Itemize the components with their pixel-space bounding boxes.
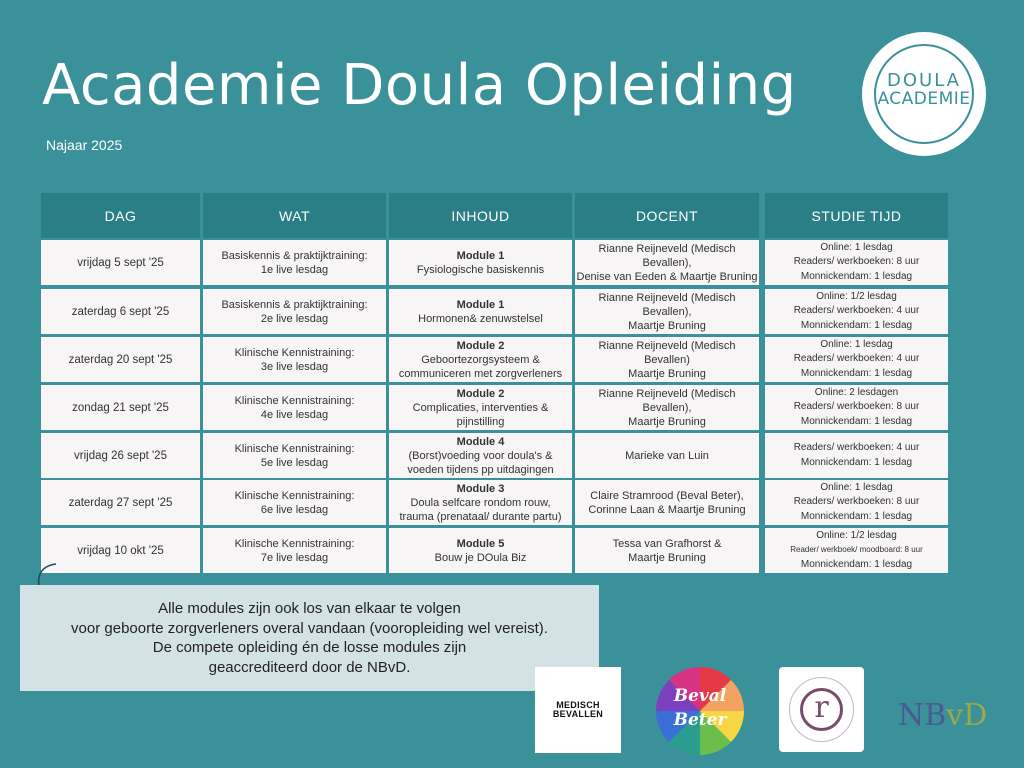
cell-docent: [575, 433, 759, 478]
docent-line: Rianne Reijneveld (Medisch Bevallen),: [598, 291, 736, 318]
cell-inhoud: [389, 337, 572, 382]
cell-docent: [575, 240, 759, 285]
cell-dag: [41, 289, 200, 334]
cell-docent: [575, 385, 759, 430]
wat-line: 6e live lesdag: [260, 503, 329, 516]
module-label: Module 3: [456, 482, 505, 495]
tijd-line: Reader/ werkboek/ moodboard: 8 uur: [790, 545, 923, 555]
tijd-line: Readers/ werkboeken: 8 uur: [793, 256, 920, 268]
column-header-docent: DOCENT: [575, 193, 759, 238]
inhoud-line: Bouw je DOula Biz: [434, 551, 527, 564]
beval-line: Beval: [673, 686, 727, 706]
wat-line: 2e live lesdag: [260, 312, 329, 325]
logo-line-2: ACADEMIE: [877, 88, 971, 109]
tijd-line: Readers/ werkboeken: 8 uur: [793, 496, 920, 508]
cell-wat: [203, 385, 386, 430]
note-line: voor geboorte zorgverleners overal vandaan (vooropleiding wel vereist).: [71, 619, 548, 637]
tijd-line: Readers/ werkboeken: 4 uur: [793, 305, 920, 317]
docent-line: Maartje Bruning: [628, 367, 706, 380]
docent-line: Denise van Eeden & Maartje Bruning: [576, 270, 758, 283]
inhoud-line: voeden tijdens pp uitdagingen: [407, 463, 554, 476]
wat-line: Klinische Kennistraining:: [234, 537, 355, 550]
tijd-line: Online: 1/2 lesdag: [816, 290, 897, 302]
module-label: Module 2: [456, 339, 505, 352]
docent-line: Maartje Bruning: [628, 551, 706, 564]
tijd-line: Readers/ werkboeken: 4 uur: [793, 442, 920, 453]
tijd-line: Monnickendam: 1 lesdag: [800, 558, 913, 570]
wat-line: 4e live lesdag: [260, 408, 329, 421]
docent-line: Claire Stramrood (Beval Beter),: [590, 489, 744, 502]
cell-dag: [41, 240, 200, 285]
dag-text: vrijdag 26 sept '25: [74, 449, 167, 462]
wat-line: 3e live lesdag: [260, 360, 329, 373]
docent-line: Rianne Reijneveld (Medisch Bevallen),: [598, 387, 736, 414]
inhoud-line: Fysiologische basiskennis: [416, 263, 545, 276]
page-subtitle: Najaar 2025: [46, 137, 123, 153]
tijd-line: Readers/ werkboeken: 4 uur: [793, 353, 920, 365]
wat-line: 5e live lesdag: [260, 456, 329, 469]
wat-line: Klinische Kennistraining:: [234, 346, 355, 359]
column-header-inhoud: INHOUD: [389, 193, 572, 238]
page-title: Academie Doula Opleiding: [42, 53, 797, 118]
cell-inhoud: [389, 240, 572, 285]
dag-text: zaterdag 27 sept '25: [68, 496, 173, 509]
cell-docent: [575, 289, 759, 334]
tijd-line: Online: 1 lesdag: [820, 481, 893, 493]
tijd-line: Online: 1 lesdag: [820, 241, 893, 253]
medisch-logo-line: MEDISCH: [556, 700, 600, 710]
cell-inhoud: [389, 480, 572, 525]
docent-line: Tessa van Grafhorst &: [612, 537, 722, 550]
medisch-logo-line: BEVALLEN: [552, 709, 604, 719]
beval-beter-text: [656, 684, 744, 732]
cell-docent: [575, 337, 759, 382]
docent-line: Corinne Laan & Maartje Bruning: [588, 503, 746, 516]
wat-line: 7e live lesdag: [260, 551, 329, 564]
inhoud-line: Geboortezorgsysteem &: [421, 353, 540, 366]
cell-studie-tijd: [765, 385, 948, 430]
dag-text: zondag 21 sept '25: [72, 401, 169, 414]
inhoud-line: Doula selfcare rondom rouw,: [410, 496, 551, 509]
cell-wat: [203, 337, 386, 382]
module-label: Module 1: [456, 249, 505, 262]
module-label: Module 1: [456, 298, 505, 311]
note-line: De compete opleiding én de losse modules zijn: [152, 639, 467, 656]
docent-line: Maartje Bruning: [628, 415, 706, 428]
medisch-bevallen-logo: [535, 667, 621, 753]
tijd-line: Monnickendam: 1 lesdag: [800, 367, 913, 379]
cell-inhoud: [389, 528, 572, 573]
dag-text: zaterdag 6 sept '25: [71, 305, 170, 318]
inhoud-line: trauma (prenataal/ durante partu): [399, 510, 562, 523]
tijd-line: Monnickendam: 1 lesdag: [800, 319, 913, 331]
cell-inhoud: [389, 289, 572, 334]
cell-studie-tijd: [765, 480, 948, 525]
cell-studie-tijd: [765, 337, 948, 382]
cell-dag: [41, 528, 200, 573]
docent-line: Rianne Reijneveld (Medisch Bevallen),: [598, 242, 736, 269]
cell-dag: [41, 385, 200, 430]
cell-inhoud: [389, 433, 572, 478]
inhoud-line: Hormonen& zenuwstelsel: [418, 312, 543, 325]
cell-wat: [203, 480, 386, 525]
module-label: Module 5: [456, 537, 505, 550]
tijd-line: Monnickendam: 1 lesdag: [800, 270, 913, 282]
dag-text: vrijdag 5 sept '25: [77, 256, 164, 269]
inhoud-line: communiceren met zorgverleners: [398, 367, 563, 380]
cell-studie-tijd: [765, 433, 948, 478]
cell-studie-tijd: [765, 289, 948, 334]
tijd-line: Monnickendam: 1 lesdag: [800, 456, 913, 468]
cell-inhoud: [389, 385, 572, 430]
cell-docent: [575, 480, 759, 525]
cell-docent: [575, 528, 759, 573]
docent-line: Maartje Bruning: [628, 319, 706, 332]
cell-wat: [203, 240, 386, 285]
tijd-line: Readers/ werkboeken: 8 uur: [793, 401, 920, 413]
tijd-line: Online: 2 lesdagen: [814, 386, 899, 398]
nbvd-part-2: vD: [946, 698, 988, 733]
wat-line: Basiskennis & praktijktraining:: [221, 298, 368, 311]
inhoud-line: (Borst)voeding voor doula's &: [408, 449, 553, 462]
wat-line: Klinische Kennistraining:: [234, 394, 355, 407]
beval-line: Beter: [673, 710, 727, 730]
dag-text: zaterdag 20 sept '25: [68, 353, 173, 366]
cell-dag: [41, 433, 200, 478]
docent-line: Marieke van Luin: [625, 449, 709, 462]
note-line: Alle modules zijn ook los van elkaar te volgen: [158, 600, 461, 617]
wat-line: Klinische Kennistraining:: [234, 489, 355, 502]
cell-wat: [203, 289, 386, 334]
crkbo-r: r: [814, 690, 829, 725]
wat-line: Basiskennis & praktijktraining:: [221, 249, 368, 262]
nbvd-logo: [898, 698, 987, 733]
docent-line: Rianne Reijneveld (Medisch Bevallen): [598, 339, 736, 366]
logo-line-1: DOULA: [887, 70, 961, 91]
nbvd-part-1: NB: [898, 698, 947, 733]
tijd-line: Monnickendam: 1 lesdag: [800, 510, 913, 522]
module-label: Module 2: [456, 387, 505, 400]
inhoud-line: Complicaties, interventies &: [412, 401, 549, 414]
tijd-line: Online: 1/2 lesdag: [816, 529, 897, 541]
note-line: geaccrediteerd door de NBvD.: [208, 658, 411, 676]
inhoud-line: pijnstilling: [456, 415, 505, 428]
tijd-line: Monnickendam: 1 lesdag: [800, 415, 913, 427]
cell-wat: [203, 528, 386, 573]
column-header-wat: WAT: [203, 193, 386, 238]
logo-text: [862, 72, 986, 109]
wat-line: 1e live lesdag: [260, 263, 329, 276]
column-header-dag: DAG: [41, 193, 200, 238]
cell-wat: [203, 433, 386, 478]
module-label: Module 4: [456, 435, 505, 448]
tijd-line: Online: 1 lesdag: [820, 338, 893, 350]
cell-studie-tijd: [765, 240, 948, 285]
column-header-studie-tijd: STUDIE TIJD: [765, 193, 948, 238]
wat-line: Klinische Kennistraining:: [234, 442, 355, 455]
cell-dag: [41, 480, 200, 525]
cell-dag: [41, 337, 200, 382]
info-note: [20, 585, 599, 691]
dag-text: vrijdag 10 okt '25: [77, 544, 164, 557]
cell-studie-tijd: [765, 528, 948, 573]
